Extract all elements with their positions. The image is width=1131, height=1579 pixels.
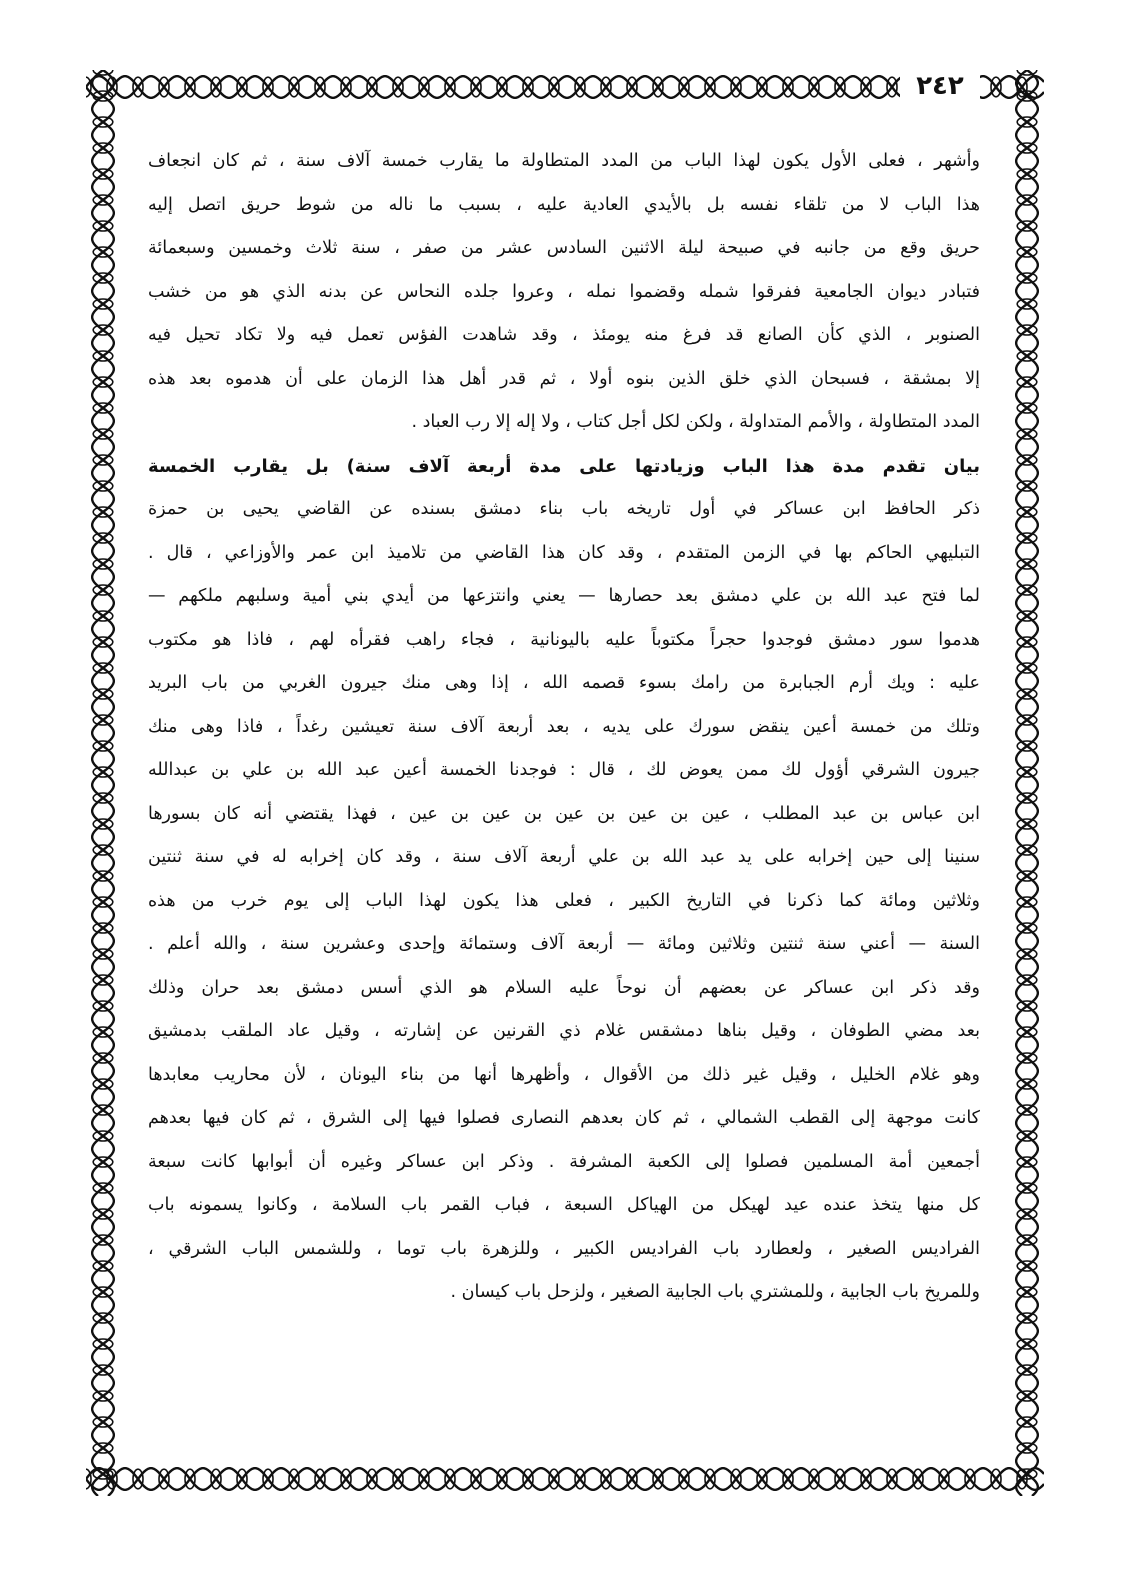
text-line: حريق وقع من جانبه في صبيحة ليلة الاثنين السادس عشر من صفر ، سنة ثلاث وخمسين وسبعمائة	[148, 238, 980, 258]
text-line: التبليهي الحاكم بها في الزمن المتقدم ، وقد كان هذا القاضي من تلاميذ ابن عمر والأوزاعي ، قال .	[148, 542, 980, 563]
text-line: كانت موجهة إلى القطب الشمالي ، ثم كان بعدهم النصارى فصلوا فيها إلى الشرق ، ثم كان فيها بعدهم	[148, 1108, 980, 1128]
text-line: وثلاثين ومائة كما ذكرنا في التاريخ الكبير ، فعلى هذا يكون لهذا الباب إلى يوم خرب من هذه	[148, 890, 980, 911]
text-line: لما فتح عبد الله بن علي دمشق بعد حصارها — يعني وانتزعها من أيدي بني أمية وسلبهم ملكهم —	[148, 586, 980, 606]
paragraph-3	[148, 967, 980, 1315]
paragraph-2	[148, 488, 980, 967]
paragraph-1	[148, 140, 980, 445]
text-line: الفراديس الصغير ، ولعطارد باب الفراديس الكبير ، وللزهرة باب توما ، وللشمس الباب الشرقي ،	[148, 1238, 980, 1259]
text-line: وهو غلام الخليل ، وقيل غير ذلك من الأقوال ، وأظهرها أنها من بناء اليونان ، لأن محاريب معابدها	[148, 1064, 980, 1085]
text-line: وقد ذكر ابن عساكر عن بعضهم أن نوحاً عليه السلام هو الذي أسس دمشق بعد حران وذلك	[148, 977, 980, 998]
section-heading: بيان تقدم مدة هذا الباب وزيادتها على مدة أربعة آلاف سنة) بل يقارب الخمسة	[148, 455, 980, 477]
text-line: سنينا إلى حين إخرابه على يد عبد الله بن علي أربعة آلاف سنة ، وقد كان إخرابه له في سنة ثنتين	[148, 847, 980, 867]
text-line: ذكر الحافظ ابن عساكر في أول تاريخه باب بناء دمشق بسنده عن القاضي يحيى بن حمزة	[148, 499, 980, 519]
text-line: المدد المتطاولة ، والأمم المتداولة ، ولكن لكل أجل كتاب ، ولا إله إلا رب العباد .	[411, 412, 980, 432]
ornamental-border-bottom	[86, 1462, 1044, 1496]
ornamental-border-right	[1010, 70, 1044, 1496]
text-line: السنة — أعني سنة ثنتين وثلاثين ومائة — أربعة آلاف وستمائة وإحدى وعشرين سنة ، والله أعلم .	[148, 934, 980, 954]
ornamental-border-left	[86, 70, 120, 1496]
text-line: أجمعين أمة المسلمين فصلوا إلى الكعبة المشرفة . وذكر ابن عساكر وغيره أن أبوابها كانت سبعة	[148, 1151, 980, 1172]
text-line: وأشهر ، فعلى الأول يكون لهذا الباب من المدد المتطاولة ما يقارب خمسة آلاف سنة ، ثم كان انجعاف	[148, 151, 980, 171]
text-line: هدموا سور دمشق فوجدوا حجراً مكتوباً عليه باليونانية ، فجاء راهب فقرأه لهم ، فاذا هو مكتوب	[148, 629, 980, 650]
text-line: وتلك من خمسة أعين ينقض سورك على يديه ، بعد أربعة آلاف سنة تعيشين رغداً ، فاذا وهى منك	[148, 716, 980, 737]
page-body	[148, 140, 980, 1315]
text-line: وللمريخ باب الجابية ، وللمشتري باب الجابية الصغير ، ولزحل باب كيسان .	[450, 1282, 980, 1302]
text-line: هذا الباب لا من تلقاء نفسه بل بالأيدي العادية عليه ، بسبب ما ناله من شوط حريق اتصل إليه	[148, 194, 980, 215]
text-line: عليه : ويك أرم الجبابرة من رامك بسوء قصمه الله ، إذا وهى منك جيرون الغربي من باب البريد	[148, 673, 980, 693]
text-line: بعد مضي الطوفان ، وقيل بناها دمشقس غلام ذي القرنين عن إشارته ، وقيل عاد الملقب بدمشيق	[148, 1021, 980, 1041]
page-number: ٢٤٢	[900, 68, 980, 104]
text-line: فتبادر ديوان الجامعية ففرقوا شمله وقضموا نمله ، وعروا جلده النحاس عن بدنه الذي هو من خشب	[148, 281, 980, 302]
text-line: إلا بمشقة ، فسبحان الذي خلق الذين بنوه أولا ، ثم قدر أهل هذا الزمان على أن هدموه بعد هذه	[148, 368, 980, 389]
text-line: كل منها يتخذ عنده عيد لهيكل من الهياكل السبعة ، فباب القمر باب السلامة ، وكانوا يسمونه باب	[148, 1195, 980, 1215]
text-line: ابن عباس بن عبد المطلب ، عين بن عين بن عين بن عين بن عين ، فهذا يقتضي أنه كان بسورها	[148, 803, 980, 824]
text-line: الصنوبر ، الذي كأن الصانع قد فرغ منه يومئذ ، وقد شاهدت الفؤس تعمل فيه ولا تكاد تحيل فيه	[148, 325, 980, 345]
text-line: جيرون الشرقي أؤول لك ممن يعوض لك ، قال : فوجدنا الخمسة أعين عبد الله بن علي بن عبدالله	[148, 760, 980, 780]
